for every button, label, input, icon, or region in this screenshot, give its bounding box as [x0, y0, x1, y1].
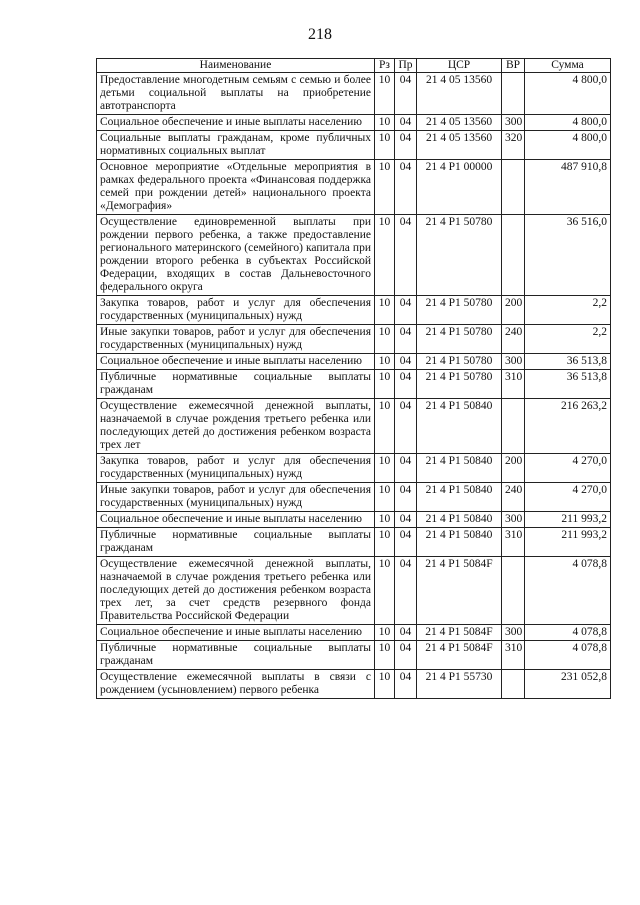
- cell-name: Социальное обеспечение и иные выплаты населению: [97, 354, 375, 370]
- cell-pr: 04: [395, 73, 417, 115]
- cell-name: Осуществление ежемесячной выплаты в связи с рождением (усыновлением) первого ребенка: [97, 670, 375, 699]
- column-header-name: Наименование: [97, 59, 375, 73]
- cell-vr: 310: [502, 528, 525, 557]
- cell-name: Осуществление ежемесячной денежной выплаты, назначаемой в случае рождения третьего ребенка или последующих детей до достижения ребенком возраста трех лет: [97, 399, 375, 454]
- cell-vr: 300: [502, 354, 525, 370]
- table-row: [97, 625, 611, 641]
- table-row: [97, 512, 611, 528]
- table-row: [97, 454, 611, 483]
- table-row: [97, 483, 611, 512]
- column-header-csr: ЦСР: [417, 59, 502, 73]
- cell-sum: 2,2: [525, 325, 611, 354]
- cell-csr: 21 4 P1 50840: [417, 528, 502, 557]
- column-header-pr: Пр: [395, 59, 417, 73]
- cell-sum: 4 270,0: [525, 483, 611, 512]
- cell-name: Предоставление многодетным семьям с семью и более детьми социальной выплаты на приобретение автотранспорта: [97, 73, 375, 115]
- cell-vr: 300: [502, 512, 525, 528]
- cell-pr: 04: [395, 528, 417, 557]
- cell-pr: 04: [395, 625, 417, 641]
- cell-rz: 10: [375, 625, 395, 641]
- table-row: [97, 115, 611, 131]
- table-row: [97, 160, 611, 215]
- cell-sum: 2,2: [525, 296, 611, 325]
- table-row: [97, 73, 611, 115]
- cell-csr: 21 4 P1 50840: [417, 483, 502, 512]
- cell-pr: 04: [395, 131, 417, 160]
- table-row: [97, 296, 611, 325]
- cell-vr: [502, 557, 525, 625]
- cell-rz: 10: [375, 528, 395, 557]
- cell-sum: 4 800,0: [525, 73, 611, 115]
- cell-csr: 21 4 P1 50780: [417, 354, 502, 370]
- cell-pr: 04: [395, 160, 417, 215]
- cell-pr: 04: [395, 399, 417, 454]
- cell-csr: 21 4 P1 5084F: [417, 641, 502, 670]
- cell-rz: 10: [375, 370, 395, 399]
- cell-vr: 320: [502, 131, 525, 160]
- cell-pr: 04: [395, 370, 417, 399]
- cell-rz: 10: [375, 160, 395, 215]
- cell-sum: 216 263,2: [525, 399, 611, 454]
- cell-name: Иные закупки товаров, работ и услуг для обеспечения государственных (муниципальных) нужд: [97, 483, 375, 512]
- cell-vr: 240: [502, 325, 525, 354]
- table-header-row: [97, 59, 611, 73]
- cell-csr: 21 4 P1 5084F: [417, 557, 502, 625]
- table-row: [97, 399, 611, 454]
- table-row: [97, 557, 611, 625]
- cell-rz: 10: [375, 454, 395, 483]
- cell-csr: 21 4 P1 00000: [417, 160, 502, 215]
- cell-vr: 200: [502, 296, 525, 325]
- cell-sum: 4 800,0: [525, 115, 611, 131]
- cell-sum: 4 078,8: [525, 641, 611, 670]
- cell-csr: 21 4 P1 50840: [417, 454, 502, 483]
- cell-vr: 300: [502, 625, 525, 641]
- cell-pr: 04: [395, 483, 417, 512]
- cell-pr: 04: [395, 641, 417, 670]
- cell-vr: 240: [502, 483, 525, 512]
- cell-name: Социальные выплаты гражданам, кроме публичных нормативных социальных выплат: [97, 131, 375, 160]
- cell-pr: 04: [395, 557, 417, 625]
- cell-rz: 10: [375, 215, 395, 296]
- table-row: [97, 670, 611, 699]
- table-body: [97, 73, 611, 699]
- column-header-sum: Сумма: [525, 59, 611, 73]
- cell-sum: 36 513,8: [525, 370, 611, 399]
- cell-csr: 21 4 05 13560: [417, 131, 502, 160]
- cell-vr: [502, 160, 525, 215]
- cell-name: Публичные нормативные социальные выплаты гражданам: [97, 641, 375, 670]
- cell-pr: 04: [395, 454, 417, 483]
- cell-name: Иные закупки товаров, работ и услуг для обеспечения государственных (муниципальных) нужд: [97, 325, 375, 354]
- cell-sum: 4 078,8: [525, 557, 611, 625]
- cell-sum: 4 078,8: [525, 625, 611, 641]
- cell-rz: 10: [375, 641, 395, 670]
- cell-csr: 21 4 05 13560: [417, 115, 502, 131]
- cell-rz: 10: [375, 354, 395, 370]
- cell-rz: 10: [375, 325, 395, 354]
- cell-sum: 487 910,8: [525, 160, 611, 215]
- cell-vr: 310: [502, 370, 525, 399]
- cell-rz: 10: [375, 512, 395, 528]
- cell-csr: 21 4 P1 50840: [417, 512, 502, 528]
- cell-pr: 04: [395, 115, 417, 131]
- cell-csr: 21 4 P1 55730: [417, 670, 502, 699]
- cell-sum: 4 270,0: [525, 454, 611, 483]
- cell-pr: 04: [395, 296, 417, 325]
- cell-vr: [502, 399, 525, 454]
- page-number: 218: [308, 26, 332, 43]
- table-row: [97, 131, 611, 160]
- cell-sum: 231 052,8: [525, 670, 611, 699]
- cell-csr: 21 4 05 13560: [417, 73, 502, 115]
- cell-name: Осуществление единовременной выплаты при рождении первого ребенка, а также предоставление регионального материнского (семейного) капитала при рождении второго ребенка в субъектах Российской Федерации, входящих в состав Дальневосточного федерального округа: [97, 215, 375, 296]
- table-row: [97, 325, 611, 354]
- cell-name: Закупка товаров, работ и услуг для обеспечения государственных (муниципальных) нужд: [97, 296, 375, 325]
- cell-rz: 10: [375, 131, 395, 160]
- cell-sum: 211 993,2: [525, 512, 611, 528]
- table-row: [97, 528, 611, 557]
- cell-rz: 10: [375, 399, 395, 454]
- cell-name: Осуществление ежемесячной денежной выплаты, назначаемой в случае рождения третьего ребенка или последующих детей до достижения ребенком возраста трех лет, за счет средств резервного фонда Правительства Российской Федерации: [97, 557, 375, 625]
- cell-rz: 10: [375, 557, 395, 625]
- table-row: [97, 354, 611, 370]
- table-row: [97, 641, 611, 670]
- cell-sum: 4 800,0: [525, 131, 611, 160]
- table-row: [97, 215, 611, 296]
- cell-vr: 300: [502, 115, 525, 131]
- cell-pr: 04: [395, 354, 417, 370]
- cell-rz: 10: [375, 670, 395, 699]
- column-header-rz: Рз: [375, 59, 395, 73]
- cell-name: Основное мероприятие «Отдельные мероприятия в рамках федерального проекта «Финансовая поддержка семей при рождении детей» национального проекта «Демография»: [97, 160, 375, 215]
- table-row: [97, 370, 611, 399]
- cell-csr: 21 4 P1 50840: [417, 399, 502, 454]
- cell-vr: [502, 215, 525, 296]
- cell-csr: 21 4 P1 5084F: [417, 625, 502, 641]
- cell-csr: 21 4 P1 50780: [417, 215, 502, 296]
- cell-rz: 10: [375, 73, 395, 115]
- cell-name: Закупка товаров, работ и услуг для обеспечения государственных (муниципальных) нужд: [97, 454, 375, 483]
- cell-csr: 21 4 P1 50780: [417, 325, 502, 354]
- cell-name: Социальное обеспечение и иные выплаты населению: [97, 625, 375, 641]
- cell-vr: 310: [502, 641, 525, 670]
- cell-rz: 10: [375, 296, 395, 325]
- column-header-vr: ВР: [502, 59, 525, 73]
- cell-sum: 211 993,2: [525, 528, 611, 557]
- cell-sum: 36 513,8: [525, 354, 611, 370]
- cell-csr: 21 4 P1 50780: [417, 296, 502, 325]
- cell-name: Социальное обеспечение и иные выплаты населению: [97, 512, 375, 528]
- cell-pr: 04: [395, 670, 417, 699]
- cell-name: Социальное обеспечение и иные выплаты населению: [97, 115, 375, 131]
- cell-vr: 200: [502, 454, 525, 483]
- cell-vr: [502, 73, 525, 115]
- cell-vr: [502, 670, 525, 699]
- budget-table: [96, 58, 611, 699]
- cell-pr: 04: [395, 215, 417, 296]
- cell-csr: 21 4 P1 50780: [417, 370, 502, 399]
- cell-pr: 04: [395, 325, 417, 354]
- cell-name: Публичные нормативные социальные выплаты гражданам: [97, 528, 375, 557]
- cell-sum: 36 516,0: [525, 215, 611, 296]
- cell-rz: 10: [375, 115, 395, 131]
- cell-rz: 10: [375, 483, 395, 512]
- cell-name: Публичные нормативные социальные выплаты гражданам: [97, 370, 375, 399]
- cell-pr: 04: [395, 512, 417, 528]
